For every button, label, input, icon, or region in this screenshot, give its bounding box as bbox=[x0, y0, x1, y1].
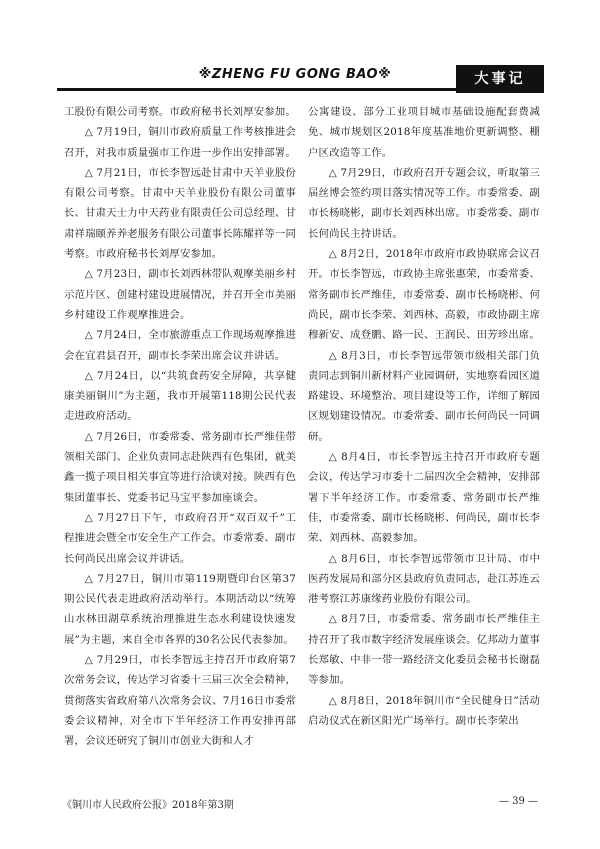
header-rule bbox=[57, 88, 499, 91]
paragraph: 工股份有限公司考察。市政府秘书长刘厚安参加。 bbox=[64, 106, 296, 118]
paragraph: 公寓建设、部分工业项目城市基础设施配套费减免、城市规划区2018年度基准地价更新调整、棚户区改造等工作。 bbox=[308, 106, 540, 159]
left-column bbox=[64, 102, 296, 767]
paragraph: △ 7月21日，市长李智远赴甘肃中天羊业股份有限公司考察。甘肃中天羊业股份有限公司董事长、甘肃天士力中天药业有限责任公司总经理、甘肃祥瑞颐养养老服务有限公司董事长陈耀祥等一同考察。市政府秘书长刘厚安参加。 bbox=[64, 166, 296, 261]
right-column bbox=[308, 102, 540, 767]
footer-publication: 《铜川市人民政府公报》2018年第3期 bbox=[62, 800, 234, 811]
page-number: — 39 — bbox=[498, 796, 538, 807]
paragraph: △ 8月7日，市委常委、常务副市长严维佳主持召开了我市数字经济发展座谈会。亿邦动力董事长郑敏、中非一带一路经济文化委员会秘书长谢磊等参加。 bbox=[308, 613, 540, 687]
paragraph: △ 8月6日，市长李智远带领市卫计局、市中医药发展局和部分区县政府负责同志，赴江苏连云港考察江苏康缘药业股份有限公司。 bbox=[308, 552, 540, 606]
paragraph: △ 7月24日，全市旅游重点工作现场观摩推进会在宜君县召开，副市长李荣出席会议并讲话。 bbox=[64, 329, 296, 362]
paragraph: △ 8月3日，市长李智远带领市级相关部门负责同志到铜川新材料产业园调研，实地察看园区道路建设、环境整治、项目建设等工作，详细了解园区规划建设情况。市委常委、副市长何尚民一同调研。 bbox=[308, 349, 540, 443]
paragraph: △ 7月24日，以“共筑食药安全屏障，共享健康美丽铜川”为主题，我市开展第118期公民代表走进政府活动。 bbox=[64, 369, 296, 423]
paragraph: △ 7月23日，副市长刘西林带队观摩美丽乡村示范片区、创建村建设进展情况，并召开全市美丽乡村建设工作观摩推进会。 bbox=[64, 268, 296, 321]
running-header-title: ※ZHENG FU GONG BAO※ bbox=[198, 67, 392, 82]
paragraph: △ 7月27日，铜川市第119期暨印台区第37期公民代表走进政府活动举行。本期活动以“统筹山水林田湖草系统治理推进生态水利建设快速发展”为主题，来自全市各界的30名公民代表参加。 bbox=[64, 572, 296, 646]
paragraph: △ 7月29日，市长李智远主持召开市政府第7次常务会议，传达学习省委十三届三次全会精神，贯彻落实省政府第八次常务会议、7月16日市委常委会议精神，对全市下半年经济工作再安排再部署，会议还研究了铜川市创业大街和人才 bbox=[64, 654, 296, 748]
paragraph: △ 7月27日下午，市政府召开“双百双千”工程推进会暨全市安全生产工作会。市委常委、副市长何尚民出席会议并讲话。 bbox=[64, 511, 296, 565]
paragraph: △ 8月4日，市长李智远主持召开市政府专题会议，传达学习市委十二届四次全会精神，安排部署下半年经济工作。市委常委、常务副市长严维佳，市委常委、副市长杨晓彬、何尚民，副市长李荣、刘西林、高毅参加。 bbox=[308, 451, 540, 545]
section-tag: 大事记 bbox=[456, 65, 544, 93]
paragraph: △ 7月19日，铜川市政府质量工作考核推进会召开，对我市质量强市工作进一步作出安排部署。 bbox=[64, 126, 296, 159]
paragraph: △ 7月26日，市委常委、常务副市长严维佳带领相关部门、企业负责同志赴陕西有色集团，就美鑫一揽子项目相关事宜等进行洽谈对接。陕西有色集团董事长、党委书记马宝平参加座谈会。 bbox=[64, 430, 296, 504]
paragraph: △ 8月2日，2018年市政府市政协联席会议召开。市长李智远，市政协主席张惠荣，市委常委、常务副市长严维佳，市委常委、副市长杨晓彬、何尚民，副市长李荣、刘西林、高毅，市政协副主席穆新安、成登鹏、路一民、王润民、田芳珍出席。 bbox=[308, 248, 540, 342]
paragraph: △ 7月29日，市政府召开专题会议，听取第三届丝博会签约项目落实情况等工作。市委常委、副市长杨晓彬，副市长刘西林出席。市委常委、副市长何尚民主持讲话。 bbox=[308, 166, 540, 240]
paragraph: △ 8月8日，2018年铜川市“全民健身日”活动启动仪式在新区阳光广场举行。副市长李荣出 bbox=[308, 694, 540, 727]
